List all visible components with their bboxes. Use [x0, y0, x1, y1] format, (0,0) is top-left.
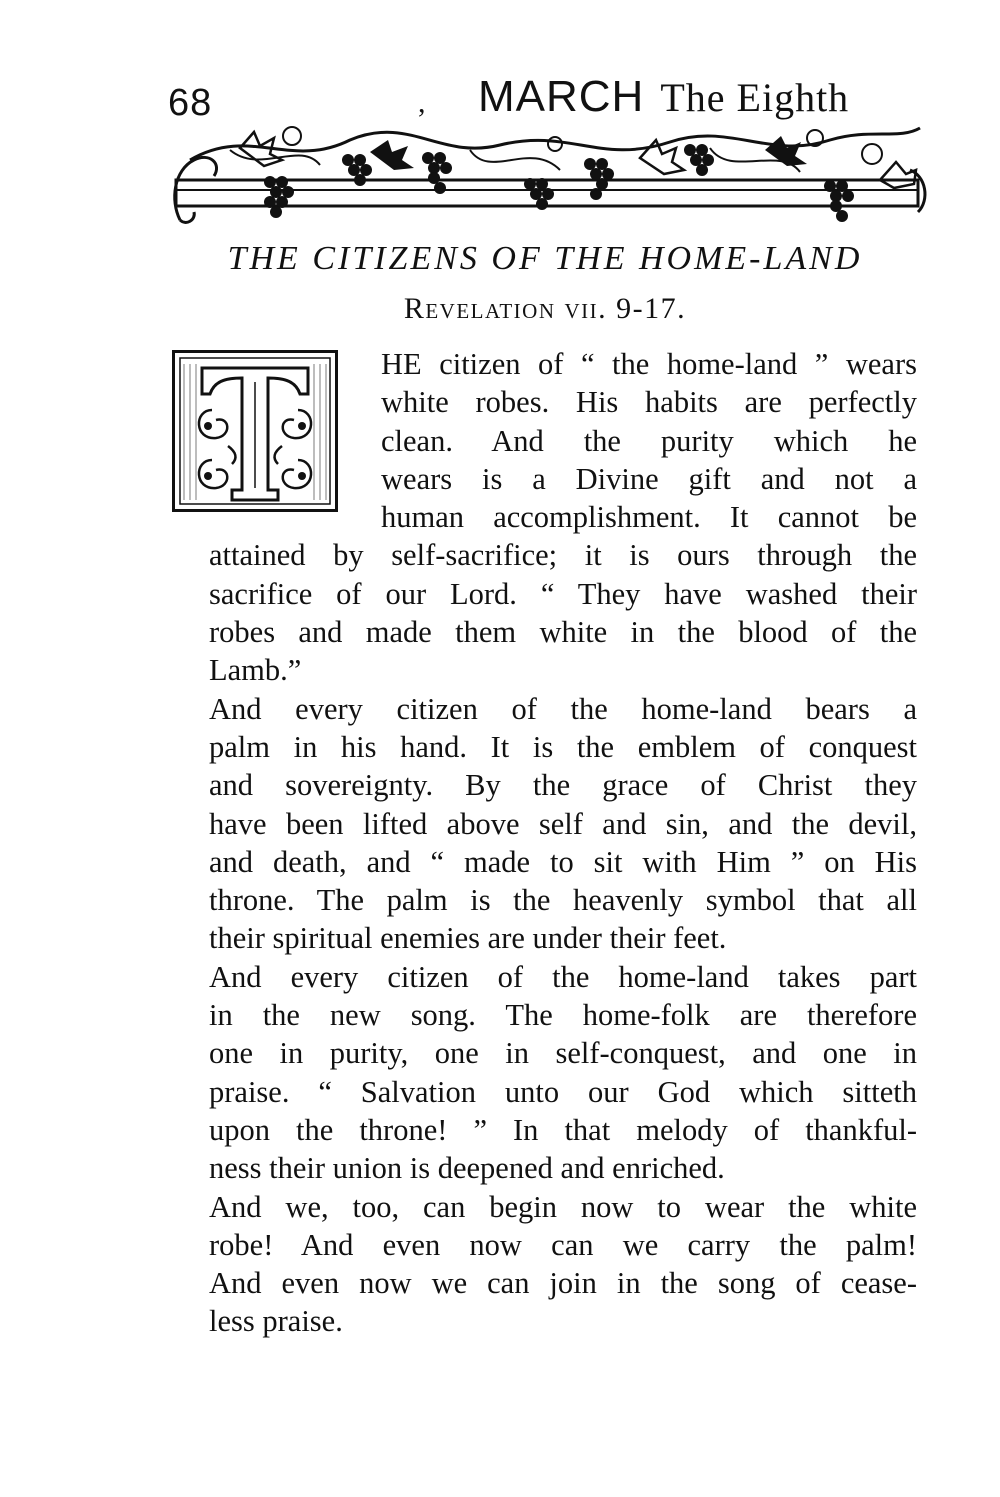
running-title: [478, 72, 849, 122]
drop-cap-letter: T: [172, 350, 173, 351]
section-title: THE CITIZENS OF THE HOME-LAND: [227, 240, 863, 277]
text-line: And even now we can join in the song of cease-: [209, 1266, 917, 1301]
body-text: [173, 345, 917, 1341]
text-line: Lamb.”: [209, 653, 302, 688]
text-line: sacrifice of our Lord. “ They have washed their: [209, 576, 917, 611]
text-line: one in purity, one in self-conquest, and one in: [209, 1036, 917, 1071]
text-line: robes and made them white in the blood of the: [209, 615, 917, 650]
scripture-reference: Revelation vii. 9-17.: [403, 292, 687, 325]
text-line: throne. The palm is the heavenly symbol that all: [209, 883, 917, 918]
drop-cap-spacer: [173, 345, 345, 535]
text-line: clean. And the purity which he: [381, 423, 917, 458]
text-line: robe! And even now can we carry the palm!: [209, 1227, 917, 1262]
text-line: white robes. His habits are perfectly: [381, 385, 917, 420]
text-line: ness their union is deepened and enriched.: [209, 1151, 725, 1186]
text-line: in the new song. The home-folk are therefore: [209, 998, 917, 1033]
text-line: human accomplishment. It cannot be: [381, 500, 917, 535]
text-line: And every citizen of the home-land bears a: [209, 691, 917, 726]
text-line: And we, too, can begin now to wear the white: [209, 1189, 917, 1224]
text-line: upon the throne! ” In that melody of thankful-: [209, 1112, 917, 1147]
grapevine-headpiece-ornament: [170, 120, 930, 232]
text-line: their spiritual enemies are under their feet.: [209, 921, 727, 956]
text-line: attained by self-sacrifice; it is ours through the: [209, 538, 917, 573]
paragraph-4: [173, 1188, 917, 1341]
text-line: wears is a Divine gift and not a: [381, 461, 917, 496]
text-line: praise. “ Salvation unto our God which sitteth: [209, 1074, 917, 1109]
page-number: 68: [168, 82, 213, 124]
running-title-day: The Eighth: [660, 75, 850, 120]
paragraph-2: [173, 690, 917, 958]
text-line: HE citizen of “ the home-land ” wears: [381, 347, 917, 381]
text-line: and death, and “ made to sit with Him ” on His: [209, 844, 917, 879]
text-line: less praise.: [209, 1304, 343, 1339]
text-line: palm in his hand. It is the emblem of conquest: [209, 729, 917, 764]
text-line: And every citizen of the home-land takes part: [209, 959, 917, 994]
running-title-month: MARCH: [478, 72, 645, 121]
running-head-mark: ,: [418, 86, 426, 119]
paragraph-3: [173, 958, 917, 1188]
text-line: have been lifted above self and sin, and the devil,: [209, 806, 917, 841]
text-line: and sovereignty. By the grace of Christ they: [209, 768, 917, 803]
